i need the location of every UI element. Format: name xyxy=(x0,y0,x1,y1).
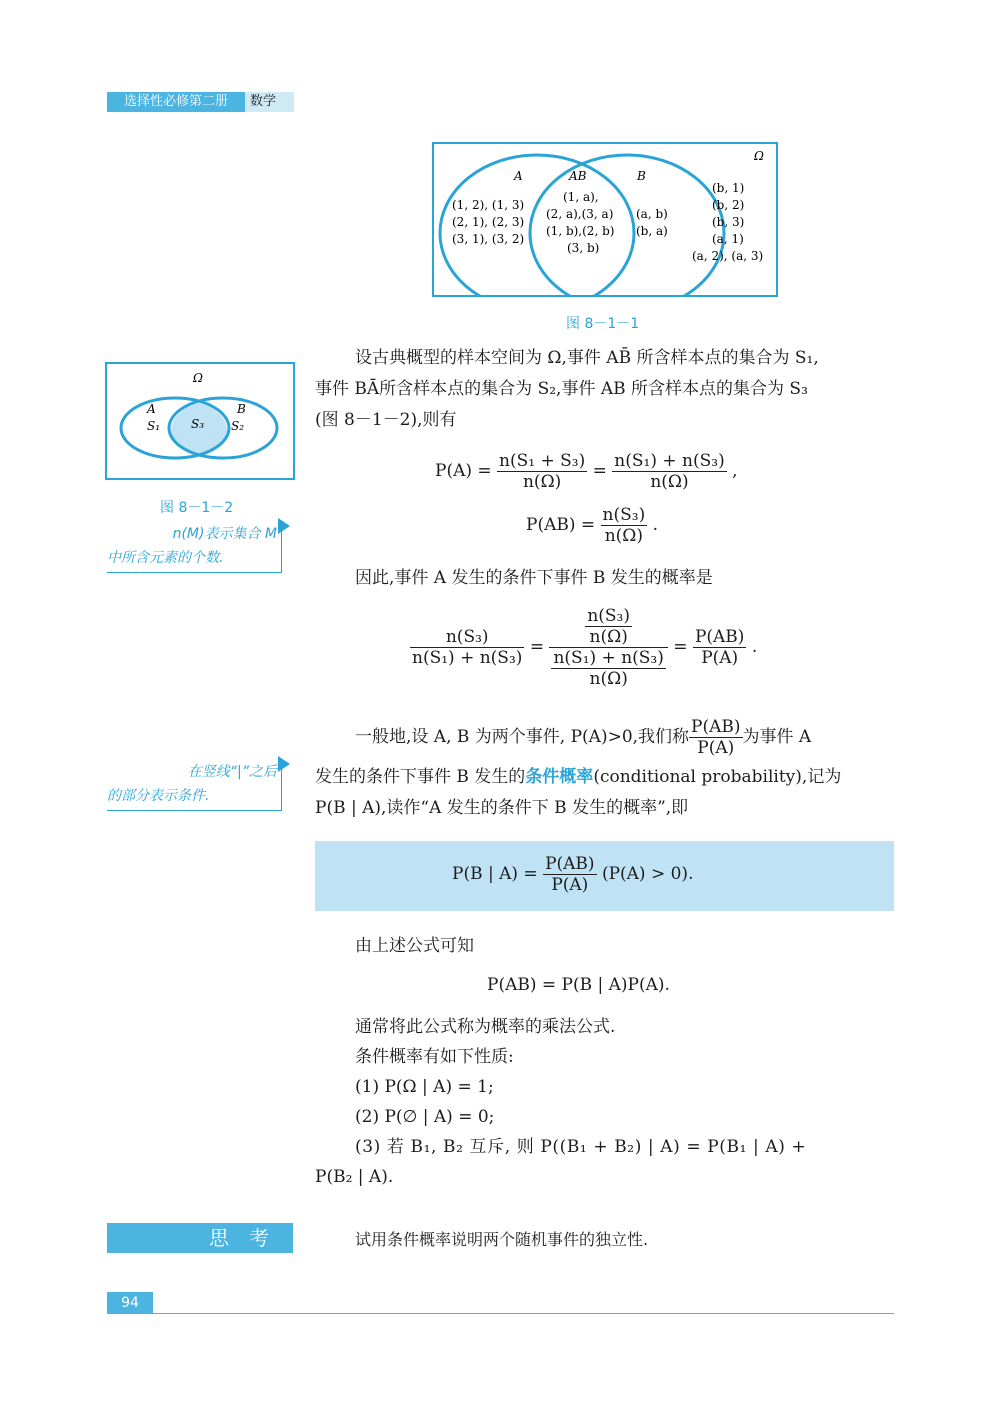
property-2: (2) P(∅ | A) = 0; xyxy=(355,1107,495,1127)
equation-p-a xyxy=(435,451,738,492)
eq3-top-num: n(S₃) xyxy=(587,606,631,626)
think-text: 试用条件概率说明两个随机事件的独立性. xyxy=(355,1230,649,1249)
equation-multiplication: P(AB) = P(B | A)P(A). xyxy=(487,975,670,995)
outside-3: (b, 3) xyxy=(712,215,745,229)
footer-line xyxy=(107,1313,894,1314)
eq1-equals: = xyxy=(592,461,607,481)
note-n-line1: n(M)表示集合 M xyxy=(172,526,277,542)
note-bar-line1: 在竖线“|”之后 xyxy=(187,764,277,780)
paragraph-6: 条件概率有如下性质: xyxy=(355,1047,514,1067)
para3-frac-num: P(AB) xyxy=(691,717,741,737)
para3-l2-a: 发生的条件下事件 B 发生的 xyxy=(315,767,526,787)
boxed-num: P(AB) xyxy=(545,854,595,874)
eq1-frac2-num: n(S₁) + n(S₃) xyxy=(614,451,725,471)
fig2-s2: S₂ xyxy=(231,419,245,433)
eq3-f1-num: n(S₃) xyxy=(445,627,489,647)
para3-l2-b: (conditional probability),记为 xyxy=(593,767,842,787)
ab-3: (1, b),(2, b) xyxy=(546,224,615,238)
outside-5: (a, 2), (a, 3) xyxy=(692,249,764,263)
para3-l1-b: 为事件 A xyxy=(742,727,812,747)
page-number: 94 xyxy=(107,1292,153,1314)
fig1-label-a: A xyxy=(514,169,523,183)
paragraph-4: 由上述公式可知 xyxy=(355,936,474,956)
a-only-1: (1, 2), (1, 3) xyxy=(452,198,525,212)
fig1-label-b: B xyxy=(637,169,646,183)
para3-line3: P(B | A),读作“A 发生的条件下 B 发生的概率”,即 xyxy=(315,798,689,818)
eq2-num: n(S₃) xyxy=(602,505,646,525)
para3-line1 xyxy=(315,717,895,758)
equation-conditional xyxy=(410,606,757,689)
para3-line2 xyxy=(315,762,895,793)
outside-2: (b, 2) xyxy=(712,198,745,212)
fig1-omega: Ω xyxy=(754,149,764,163)
fig2-omega: Ω xyxy=(193,371,203,385)
eq1-lhs: P(A) = xyxy=(435,461,492,481)
eq3-tail: . xyxy=(751,637,758,657)
equation-p-ab xyxy=(526,505,658,546)
fig2-caption: 图 8－1－2 xyxy=(160,500,234,516)
paragraph-2: 因此,事件 A 发生的条件下事件 B 发生的概率是 xyxy=(355,568,713,588)
ab-2: (2, a),(3, a) xyxy=(546,207,614,221)
boxed-condition: (P(A) > 0). xyxy=(601,864,694,884)
fig2-b: B xyxy=(237,402,246,416)
eq3-bot-num: n(S₁) + n(S₃) xyxy=(553,648,664,668)
eq2-den: n(Ω) xyxy=(601,525,648,546)
eq2-lhs: P(AB) = xyxy=(526,515,596,535)
outside-1: (b, 1) xyxy=(712,181,745,195)
property-3-line1: (3) 若 B₁, B₂ 互斥, 则 P((B₁ + B₂) | A) = P(B₁ | A) + xyxy=(355,1137,807,1157)
eq1-frac1-num: n(S₁ + S₃) xyxy=(499,451,586,471)
book-title: 选择性必修第二册 xyxy=(107,92,245,112)
eq3-top-den: n(Ω) xyxy=(585,626,632,647)
fig2-a: A xyxy=(147,402,156,416)
boxed-formula xyxy=(452,854,693,895)
margin-note-bar xyxy=(107,760,282,811)
paragraph-1 xyxy=(315,343,895,436)
eq3-equals-1: = xyxy=(529,637,545,657)
boxed-lhs: P(B | A) = xyxy=(452,864,538,884)
boxed-den: P(A) xyxy=(543,874,596,895)
eq1-tail: , xyxy=(732,461,738,481)
fig2-s1: S₁ xyxy=(147,419,161,433)
ab-4: (3, b) xyxy=(567,241,600,255)
eq2-tail: . xyxy=(652,515,659,535)
fig1-caption: 图 8－1－1 xyxy=(566,316,640,332)
think-label: 思考 xyxy=(107,1223,293,1253)
eq3-equals-2: = xyxy=(673,637,688,657)
outside-4: (a, 1) xyxy=(712,232,744,246)
fig2-s3: S₃ xyxy=(191,417,205,431)
para1-line2: 事件 BĀ所含样本点的集合为 S₂,事件 AB 所含样本点的集合为 S₃ xyxy=(315,379,808,399)
venn-figure-1 xyxy=(432,142,778,297)
b-only-2: (b, a) xyxy=(636,224,668,238)
note-n-line2: 中所含元素的个数. xyxy=(107,550,224,566)
a-only-2: (2, 1), (2, 3) xyxy=(452,215,525,229)
eq1-frac2-den: n(Ω) xyxy=(612,471,726,492)
note-pointer-2 xyxy=(278,756,290,772)
property-1: (1) P(Ω | A) = 1; xyxy=(355,1077,494,1097)
para1-line1: 设古典概型的样本空间为 Ω,事件 AB̄ 所含样本点的集合为 S₁, xyxy=(355,348,819,368)
keyword-conditional-probability: 条件概率 xyxy=(525,767,594,787)
note-pointer-1 xyxy=(278,518,290,534)
eq3-bot-den: n(Ω) xyxy=(551,668,665,689)
note-bar-line2: 的部分表示条件. xyxy=(107,788,210,804)
eq1-frac1-den: n(Ω) xyxy=(497,471,587,492)
a-only-3: (3, 1), (3, 2) xyxy=(452,232,525,246)
eq3-f3-den: P(A) xyxy=(693,647,746,668)
property-3-line2: P(B₂ | A). xyxy=(315,1167,394,1187)
para3-frac-den: P(A) xyxy=(689,737,742,758)
eq3-f1-den: n(S₁) + n(S₃) xyxy=(412,648,523,668)
paragraph-5: 通常将此公式称为概率的乘法公式. xyxy=(355,1017,616,1037)
eq3-f3-num: P(AB) xyxy=(694,627,745,647)
margin-note-n xyxy=(107,522,282,573)
ab-1: (1, a), xyxy=(563,190,599,204)
para3-l1-a: 一般地,设 A, B 为两个事件, P(A)>0,我们称 xyxy=(355,727,690,747)
para1-line3: (图 8－1－2),则有 xyxy=(315,410,457,430)
venn-figure-2 xyxy=(105,362,295,480)
fig1-label-ab: AB xyxy=(569,169,587,183)
paragraph-3 xyxy=(315,717,895,824)
subject-title: 数学 xyxy=(250,94,277,109)
b-only-1: (a, b) xyxy=(636,207,668,221)
